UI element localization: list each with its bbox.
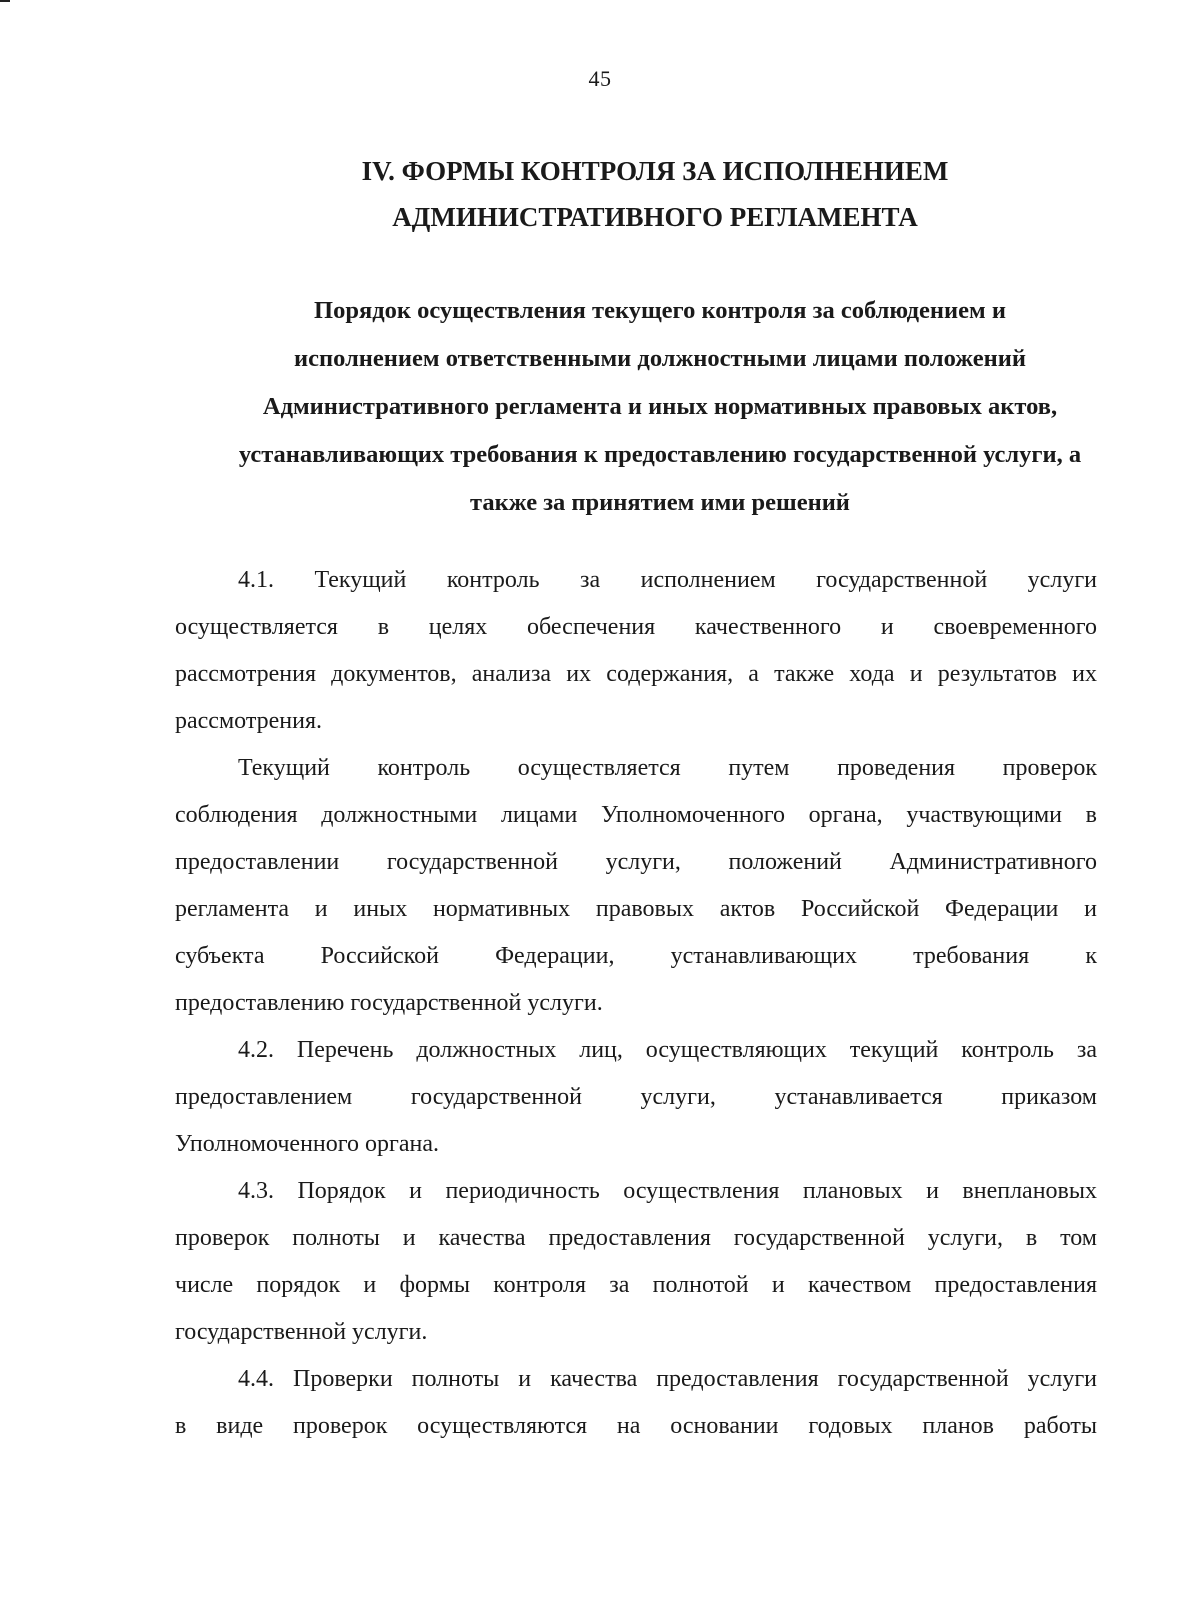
- paragraph-line: предоставлением государственной услуги, устанавливается приказом: [175, 1084, 1097, 1110]
- paragraph-line: Уполномоченного органа.: [175, 1131, 439, 1157]
- paragraph-line: 4.1. Текущий контроль за исполнением государственной услуги: [238, 567, 1097, 593]
- paragraph-4-3: [175, 1168, 1097, 1356]
- paragraph-line: субъекта Российской Федерации, устанавливающих требования к: [175, 943, 1097, 969]
- paragraph-line: предоставлении государственной услуги, положений Административного: [175, 849, 1097, 875]
- paragraph-line: проверок полноты и качества предоставления государственной услуги, в том: [175, 1225, 1097, 1251]
- section-title-line: также за принятием ими решений: [470, 489, 850, 516]
- paragraph-4-4: [175, 1356, 1097, 1450]
- paragraph-line: государственной услуги.: [175, 1319, 428, 1345]
- scan-corner-mark: [0, 0, 10, 2]
- paragraph-line: рассмотрения документов, анализа их содержания, а также хода и результатов их: [175, 661, 1097, 687]
- section-title-line: Порядок осуществления текущего контроля за соблюдением и: [314, 297, 1006, 324]
- paragraph-current-control: [175, 745, 1097, 1027]
- paragraph-line: Текущий контроль осуществляется путем проведения проверок: [238, 755, 1097, 781]
- paragraph-line: регламента и иных нормативных правовых актов Российской Федерации и: [175, 896, 1097, 922]
- section-title-line: устанавливающих требования к предоставлению государственной услуги, а: [238, 441, 1082, 468]
- paragraph-line: 4.3. Порядок и периодичность осуществления плановых и внеплановых: [238, 1178, 1097, 1204]
- paragraph-line: рассмотрения.: [175, 708, 322, 734]
- paragraph-line: 4.2. Перечень должностных лиц, осуществляющих текущий контроль за: [238, 1037, 1097, 1063]
- section-title: [170, 287, 1150, 527]
- chapter-title-line: IV. ФОРМЫ КОНТРОЛЯ ЗА ИСПОЛНЕНИЕМ: [361, 156, 949, 186]
- chapter-title: [240, 148, 1070, 240]
- paragraph-line: числе порядок и формы контроля за полнотой и качеством предоставления: [175, 1272, 1097, 1298]
- paragraph-line: соблюдения должностными лицами Уполномоченного органа, участвующими в: [175, 802, 1097, 828]
- body-text: [175, 557, 1097, 1450]
- section-title-line: Административного регламента и иных нормативных правовых актов,: [262, 393, 1058, 420]
- paragraph-line: в виде проверок осуществляются на основании годовых планов работы: [175, 1413, 1097, 1439]
- paragraph-4-1: [175, 557, 1097, 745]
- chapter-title-line: АДМИНИСТРАТИВНОГО РЕГЛАМЕНТА: [392, 202, 918, 232]
- paragraph-line: 4.4. Проверки полноты и качества предоставления государственной услуги: [238, 1366, 1097, 1392]
- paragraph-4-2: [175, 1027, 1097, 1168]
- page-number: 45: [588, 66, 612, 91]
- paragraph-line: предоставлению государственной услуги.: [175, 990, 603, 1016]
- paragraph-line: осуществляется в целях обеспечения качественного и своевременного: [175, 614, 1097, 640]
- section-title-line: исполнением ответственными должностными лицами положений: [294, 345, 1026, 372]
